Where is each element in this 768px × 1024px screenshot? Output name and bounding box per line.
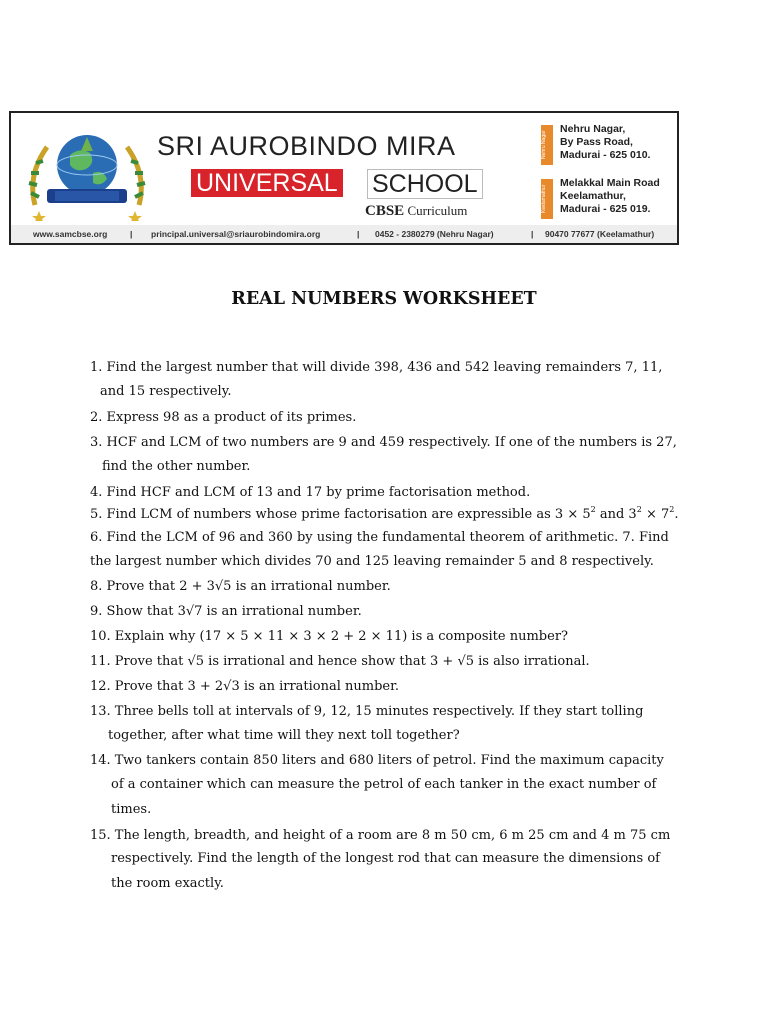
curriculum-label: [365, 203, 467, 220]
question-13-line-1: 13. Three bells toll at intervals of 9, 12, 15 minutes respectively. If they start tolling: [90, 704, 644, 719]
contact-bar: [11, 225, 677, 243]
website-link[interactable]: www.samcbse.org: [33, 229, 108, 239]
question-14-line-3: times.: [111, 802, 152, 817]
address-tag-2: Keelamathur: [541, 179, 553, 219]
address-nehru-nagar: [541, 123, 679, 162]
separator: |: [357, 229, 360, 239]
q5-text-1: 5. Find LCM of numbers whose prime factorisation are expressible as 3 × 5: [90, 507, 591, 522]
curriculum-word: Curriculum: [407, 203, 468, 218]
question-6-line-2: the largest number which divides 70 and 125 leaving remainder 5 and 8 respectively.: [90, 554, 654, 569]
question-14-line-1: 14. Two tankers contain 850 liters and 680 liters of petrol. Find the maximum capacity: [90, 753, 664, 768]
question-15-line-1: 15. The length, breadth, and height of a room are 8 m 50 cm, 6 m 25 cm and 4 m 75 cm: [90, 828, 671, 843]
address-2-line-2: Keelamathur,: [560, 190, 626, 202]
q5-text-2: and 3: [599, 507, 637, 522]
question-1-line-2: and 15 respectively.: [100, 384, 232, 399]
school-name-school: SCHOOL: [367, 169, 483, 199]
address-1-line-2: By Pass Road,: [560, 136, 633, 148]
address-2-line-1: Melakkal Main Road: [560, 177, 660, 189]
question-12: 12. Prove that 3 + 2√3 is an irrational number.: [90, 679, 400, 694]
phone-nehru-nagar: 0452 - 2380279 (Nehru Nagar): [375, 229, 494, 239]
question-4: 4. Find HCF and LCM of 13 and 17 by prime factorisation method.: [90, 485, 531, 500]
question-14-line-2: of a container which can measure the petrol of each tanker in the exact number of: [111, 777, 657, 792]
question-15-line-3: the room exactly.: [111, 876, 224, 891]
address-1-line-3: Madurai - 625 010.: [560, 149, 651, 161]
question-3-line-1: 3. HCF and LCM of two numbers are 9 and 459 respectively. If one of the numbers is 27,: [90, 435, 677, 450]
address-tag-1: Nehru Nagar: [541, 125, 553, 165]
address-1-line-1: Nehru Nagar,: [560, 123, 626, 135]
q5-exp-2: 2: [636, 505, 642, 514]
email-link[interactable]: principal.universal@sriaurobindomira.org: [151, 229, 321, 239]
question-10: 10. Explain why (17 × 5 × 11 × 3 × 2 + 2 × 11) is a composite number?: [90, 629, 569, 644]
question-13-line-2: together, after what time will they next toll together?: [108, 728, 460, 743]
school-logo-icon: [25, 125, 149, 221]
question-9: 9. Show that 3√7 is an irrational number.: [90, 604, 362, 619]
q5-text-3: × 7: [641, 507, 670, 522]
school-name-universal: UNIVERSAL: [191, 169, 343, 197]
curriculum-cbse: CBSE: [365, 203, 405, 219]
question-8: 8. Prove that 2 + 3√5 is an irrational number.: [90, 579, 391, 594]
question-6-line-1: 6. Find the LCM of 96 and 360 by using the fundamental theorem of arithmetic. 7. Find: [90, 530, 669, 545]
q5-exp-3: 2: [669, 505, 675, 514]
letterhead: [9, 111, 679, 245]
worksheet-title: REAL NUMBERS WORKSHEET: [231, 289, 537, 309]
school-name: SRI AUROBINDO MIRA: [157, 131, 456, 161]
address-2-line-3: Madurai - 625 019.: [560, 203, 651, 215]
q5-exp-1: 2: [590, 505, 596, 514]
question-3-line-2: find the other number.: [102, 459, 251, 474]
question-15-line-2: respectively. Find the length of the longest rod that can measure the dimensions of: [111, 851, 660, 866]
separator: |: [130, 229, 133, 239]
question-11: 11. Prove that √5 is irrational and hence show that 3 + √5 is also irrational.: [90, 654, 590, 669]
separator: |: [531, 229, 534, 239]
question-5: [90, 507, 678, 522]
question-1-line-1: 1. Find the largest number that will divide 398, 436 and 542 leaving remainders 7, 11,: [90, 360, 663, 375]
q5-text-4: .: [674, 507, 679, 522]
phone-keelamathur: 90470 77677 (Keelamathur): [545, 229, 655, 239]
address-keelamathur: [541, 177, 679, 216]
question-2: 2. Express 98 as a product of its primes.: [90, 410, 357, 425]
